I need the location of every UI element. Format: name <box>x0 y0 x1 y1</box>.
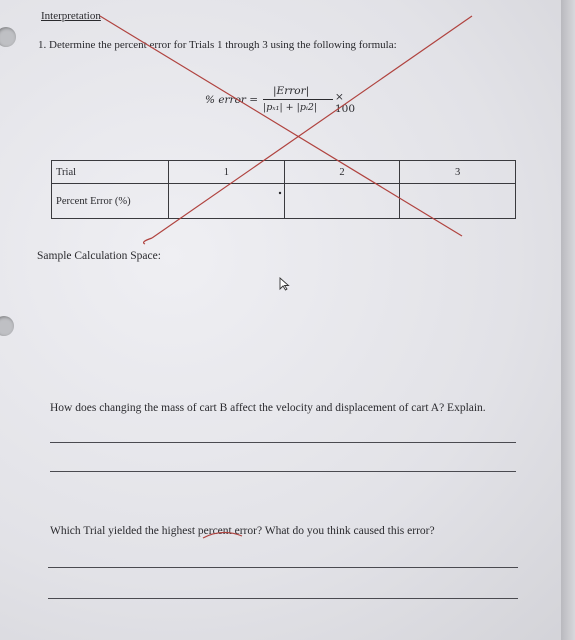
section-heading: Interpretation <box>41 10 101 22</box>
question-3: Which Trial yielded the highest percent error? What do you think caused this error? <box>50 525 435 537</box>
mouse-cursor-icon <box>279 277 291 291</box>
strike-line <box>100 16 462 236</box>
formula-numerator: |Error| <box>273 85 310 97</box>
question-2: How does changing the mass of cart B affect the velocity and displacement of cart A? Explain. <box>50 402 486 414</box>
pen-strike-mark <box>203 532 242 538</box>
formula-multiplier: × 100 <box>335 91 356 115</box>
table-cell: 1 <box>169 161 285 184</box>
formula-denominator: |pₓ₁| + |pᵢ2| <box>263 102 318 113</box>
formula-lhs: % error = <box>205 94 259 106</box>
table-cell: 2 <box>284 161 400 184</box>
question-1: 1. Determine the percent error for Trials 1 through 3 using the following formula: <box>38 39 397 51</box>
table-cell: Percent Error (%) <box>52 184 169 219</box>
pencil-dot <box>279 192 281 194</box>
page-edge <box>561 0 575 640</box>
strike-line <box>152 16 472 238</box>
pen-hook <box>144 238 152 244</box>
sample-calculation-label: Sample Calculation Space: <box>37 250 161 262</box>
table-cell: 3 <box>400 161 516 184</box>
table-cell: Trial <box>52 161 169 184</box>
